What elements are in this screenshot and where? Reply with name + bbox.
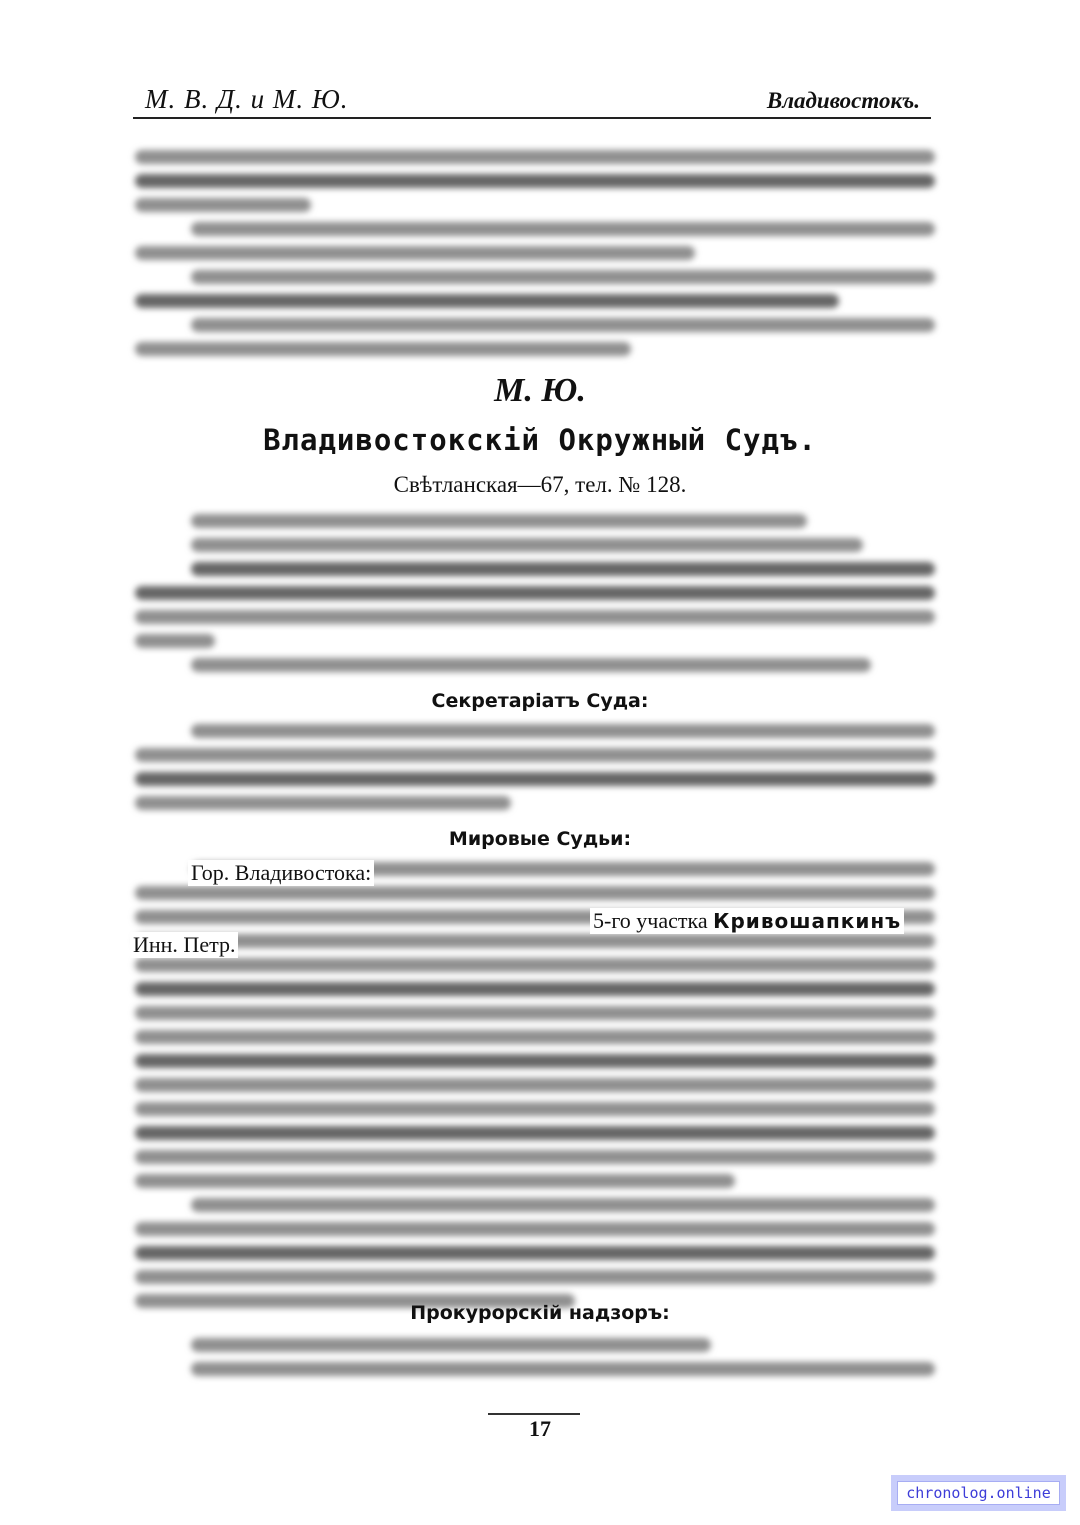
- justices-city-label: Гор. Владивостока:: [188, 860, 374, 886]
- header-rule: [133, 117, 931, 119]
- page-number: 17: [529, 1416, 551, 1441]
- subhead-prosecutor: Прокурорскій надзоръ:: [410, 1302, 670, 1324]
- running-header-right: Владивостокъ.: [766, 88, 920, 113]
- watermark-badge: [891, 1475, 1066, 1511]
- subhead-justices: Мировые Судьи:: [448, 828, 632, 850]
- subhead-secretariat: Секретаріатъ Суда:: [431, 690, 649, 712]
- running-header-left: М. В. Д. и М. Ю.: [145, 84, 349, 114]
- district-5-initials: Инн. Петр.: [130, 932, 238, 958]
- blurred-paragraph-secretariat: [135, 724, 935, 820]
- court-address: Свѣтланская—67, тел. № 128.: [393, 472, 687, 497]
- district-5-entry: [590, 908, 904, 934]
- district-5-label: 5-го участка: [593, 908, 708, 933]
- watermark-text: chronolog.online: [897, 1481, 1060, 1505]
- blurred-paragraph-prosecutor: [135, 1338, 935, 1386]
- district-5-name: Кривошапкинъ: [713, 909, 902, 933]
- blurred-paragraph-intro: [135, 150, 935, 366]
- court-title: Владивостокскій Окружный Судъ.: [263, 423, 817, 457]
- section-mark: М. Ю.: [494, 372, 586, 409]
- blurred-paragraph-court-staff: [135, 514, 935, 682]
- page-number-rule: [488, 1413, 580, 1415]
